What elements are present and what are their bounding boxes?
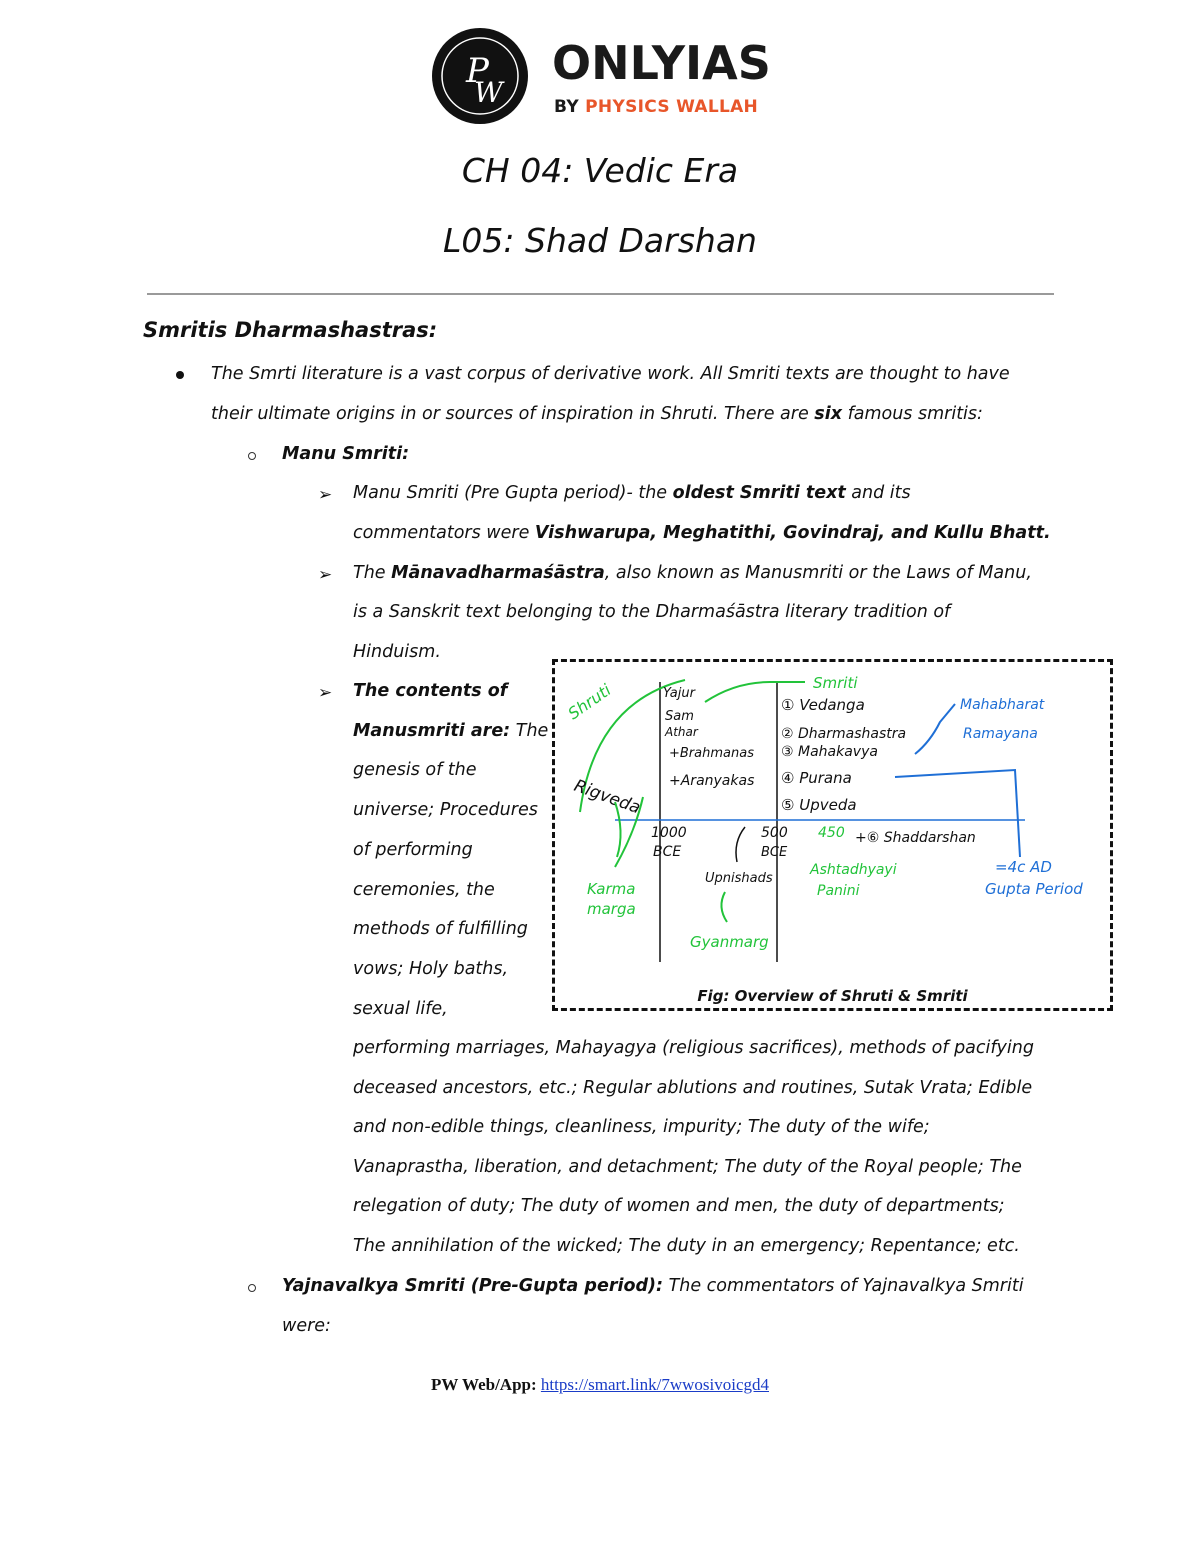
yajnavalkya-rest: The commentators of Yajnavalkya Smriti: [663, 1276, 1024, 1296]
fig-karma-1: Karma: [587, 880, 636, 898]
manu-p3-the: The: [510, 721, 549, 741]
brand-logo: [432, 26, 772, 126]
manu-cont-line-3: and non-edible things, cleanliness, impurity; The duty of the wife;: [353, 1117, 930, 1137]
manu-p2-line-2: is a Sanskrit text belonging to the Dharmaśāstra literary tradition of: [353, 602, 951, 622]
divider: [147, 293, 1054, 295]
fig-veda-3: Athar: [665, 725, 698, 739]
fig-rigveda: Rigveda: [571, 775, 644, 819]
fig-veda-1: Yajur: [663, 686, 695, 701]
fig-smriti-3: ③ Mahakavya: [781, 744, 878, 760]
fig-veda-5: +Aranyakas: [669, 773, 755, 789]
fig-smriti-1: ① Vedanga: [781, 696, 865, 714]
intro-line-2-c: famous smritis:: [842, 404, 983, 424]
manu-p3-line-5: of performing: [353, 840, 473, 860]
gyan-link: [721, 892, 727, 922]
yajnavalkya-line-1: [282, 1278, 1024, 1296]
brand-sub-name: PHYSICS WALLAH: [585, 97, 759, 117]
manu-p1-c: and its: [845, 483, 911, 503]
fig-smriti: Smriti: [813, 674, 858, 692]
circle-bullet-icon: [248, 452, 256, 460]
fig-bce-1: BCE: [653, 844, 682, 860]
manu-p1-line-1: [353, 485, 911, 503]
manu-p1-b: oldest Smriti text: [672, 483, 846, 503]
fig-smriti-2: ② Dharmashastra: [781, 726, 907, 742]
figure-drawing: [555, 662, 1110, 1008]
manu-p1-line-2: [353, 525, 1051, 543]
fig-shruti: Shruti: [564, 680, 615, 724]
manu-p2-b: Mānavadharmaśāstra: [391, 563, 605, 583]
fig-shaddarshan: +⑥ Shaddarshan: [855, 830, 976, 846]
manu-p2-line-3: Hinduism.: [353, 642, 441, 662]
manu-label-text: Manu Smriti:: [282, 444, 410, 464]
fig-ramayana: Ramayana: [963, 726, 1038, 742]
manu-p1-a: Manu Smriti (Pre Gupta period)- the: [353, 483, 673, 503]
fig-mahabharat: Mahabharat: [960, 697, 1045, 713]
fig-veda-2: Sam: [665, 709, 694, 724]
arrow-bullet-icon: ➢: [318, 565, 333, 585]
yajnavalkya-line-2: were:: [282, 1316, 331, 1336]
footer-link[interactable]: https://smart.link/7wwosivoicgd4: [540, 1375, 769, 1394]
manu-p3-line-9: sexual life,: [353, 999, 448, 1019]
manu-p1-2b: Vishwarupa, Meghatithi, Govindraj, and Kullu Bhatt.: [534, 523, 1051, 543]
manu-p3-line-7: methods of fulfilling: [353, 919, 528, 939]
svg-text:W: W: [474, 76, 503, 109]
circle-bullet-icon: [248, 1284, 256, 1292]
shruti-smriti-figure: [552, 659, 1113, 1011]
manu-p3-line-3: genesis of the: [353, 760, 477, 780]
manu-p3-line-8: vows; Holy baths,: [353, 959, 509, 979]
chapter-title: CH 04: Vedic Era: [461, 151, 739, 190]
fig-veda-4: +Brahmanas: [669, 746, 754, 761]
blue-link-1: [915, 704, 955, 754]
lesson-title: L05: Shad Darshan: [443, 221, 757, 260]
shruti-arrow: [705, 682, 770, 702]
manu-p2-a: The: [353, 563, 392, 583]
brand-name: ONLYIAS: [552, 36, 771, 90]
manu-cont-line-2: deceased ancestors, etc.; Regular ablutions and routines, Sutak Vrata; Edible: [353, 1078, 1033, 1098]
footer-label: PW Web/App:: [431, 1375, 541, 1394]
fig-karma-2: marga: [587, 900, 636, 918]
manu-p2-line-1: [353, 565, 1032, 583]
manu-p3-line-1: [353, 683, 507, 701]
intro-line-1: The Smrti literature is a vast corpus of derivative work. All Smriti texts are thought to have: [211, 364, 1010, 384]
manu-label: [282, 446, 409, 464]
manu-cont-line-1: performing marriages, Mahayagya (religious sacrifices), methods of pacifying: [353, 1038, 1034, 1058]
intro-line-2-b: six: [814, 404, 842, 424]
fig-bce-2: BCE: [761, 845, 788, 860]
fig-smriti-4: ④ Purana: [781, 769, 852, 787]
fig-gyanmarg: Gyanmarg: [690, 933, 769, 951]
fig-smriti-5: ⑤ Upveda: [781, 796, 857, 814]
fig-upnishads: Upnishads: [705, 871, 773, 886]
svg-text:P: P: [466, 51, 489, 91]
manu-p3-line-2: [353, 723, 548, 741]
fig-panini: Panini: [817, 883, 860, 899]
arrow-bullet-icon: ➢: [318, 683, 333, 703]
fig-4c-ad: =4c AD: [995, 858, 1052, 876]
footer: [0, 1375, 1200, 1395]
figure-caption: Fig: Overview of Shruti & Smriti: [697, 987, 968, 1005]
arrow-bullet-icon: ➢: [318, 485, 333, 505]
fig-t500: 500: [761, 825, 788, 841]
bullet-icon: [176, 371, 184, 379]
fig-t450: 450: [818, 825, 845, 841]
manu-p3-l1: The contents of: [353, 681, 508, 701]
pw-monogram-icon: [432, 28, 528, 124]
section-heading: Smritis Dharmashastras:: [143, 318, 438, 342]
manu-p3-line-6: ceremonies, the: [353, 880, 495, 900]
yajnavalkya-label: Yajnavalkya Smriti (Pre-Gupta period):: [282, 1276, 663, 1296]
fig-t1000: 1000: [651, 825, 687, 841]
upnishad-arrow: [736, 827, 745, 862]
manu-p3-line-4: universe; Procedures: [353, 800, 538, 820]
manu-p1-2a: commentators were: [353, 523, 535, 543]
brand-subtitle: [554, 97, 758, 117]
manu-cont-line-6: The annihilation of the wicked; The duty in an emergency; Repentance; etc.: [353, 1236, 1020, 1256]
fig-gupta: Gupta Period: [985, 880, 1083, 898]
intro-line-2: [211, 406, 983, 424]
brand-sub-by: BY: [554, 97, 579, 117]
manu-p3-l2: Manusmriti are:: [353, 721, 511, 741]
intro-line-2-a: their ultimate origins in or sources of inspiration in Shruti. There are: [211, 404, 815, 424]
manu-cont-line-4: Vanaprastha, liberation, and detachment; The duty of the Royal people; The: [353, 1157, 1022, 1177]
fig-ashtadhyayi: Ashtadhyayi: [810, 862, 897, 878]
manu-p2-c: , also known as Manusmriti or the Laws of Manu,: [604, 563, 1032, 583]
manu-cont-line-5: relegation of duty; The duty of women and men, the duty of departments;: [353, 1196, 1005, 1216]
